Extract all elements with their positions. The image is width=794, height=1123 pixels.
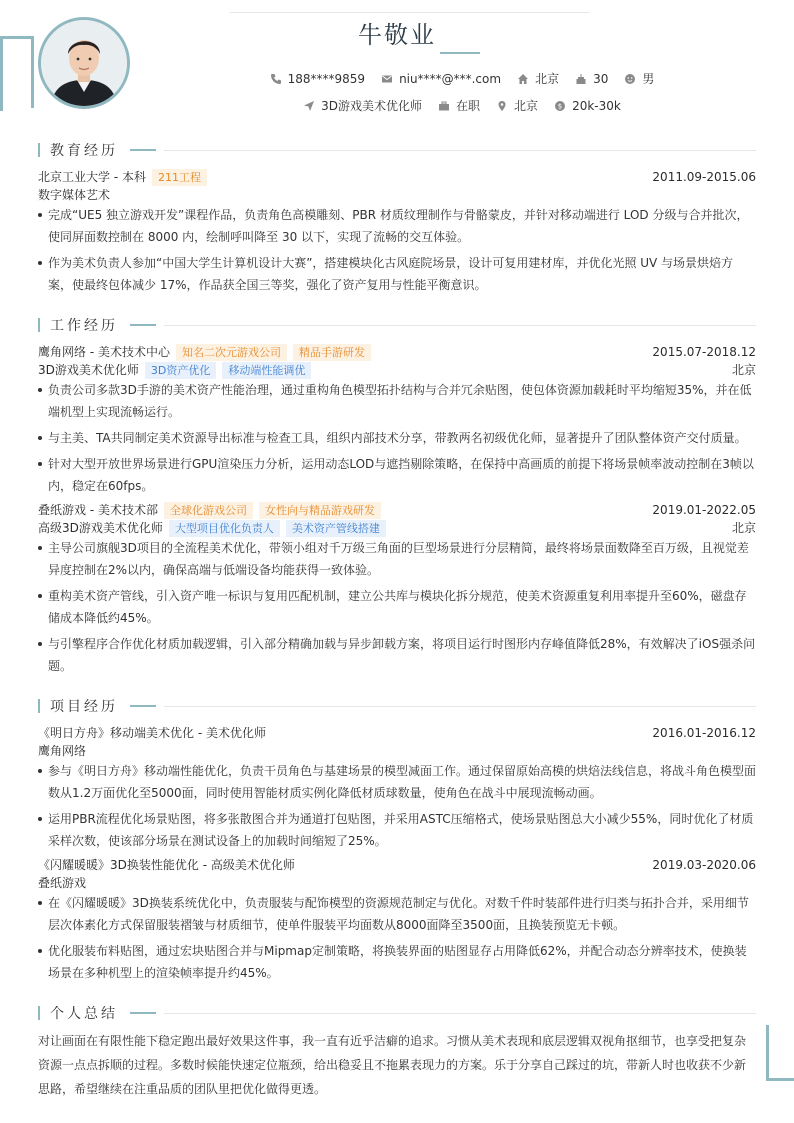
- company-tag: 全球化游戏公司: [164, 502, 253, 519]
- education-bullet: 作为美术负责人参加“中国大学生计算机设计大赛”，搭建模块化古风庭院场景，设计可复用建材库，并优化光照 UV 与场景烘焙方案，使最终包体减少 17%，作品获全国三等奖，强化了资产复用与性能平衡意识。: [38, 252, 756, 296]
- project-bullet: 运用PBR流程优化场景贴图，将多张散图合并为通道打包贴图，并采用ASTC压缩格式，使场景贴图总大小减少55%，同时优化了材质采样次数，使该部分场景在测试设备上的加载时间缩短了25%。: [38, 808, 756, 852]
- section-title: 项目经历: [50, 699, 118, 715]
- work-bullet: 负责公司多款3D手游的美术资产性能治理，通过重构角色模型拓扑结构与合并冗余贴图，使包体资源加载耗时平均缩短35%，并在低端机型上实现流畅运行。: [38, 379, 756, 423]
- school-tag: 211工程: [152, 169, 207, 186]
- home-text: 北京: [535, 72, 560, 86]
- contact-email: [381, 72, 501, 86]
- gender-icon: [624, 73, 636, 85]
- section-title: 个人总结: [50, 1006, 118, 1022]
- work-role-row: [38, 361, 756, 379]
- contact-gender: [624, 70, 654, 87]
- role-tag: 移动端性能调优: [222, 362, 311, 379]
- header-top-line: [230, 12, 590, 13]
- contact-location: [496, 97, 538, 114]
- company-tag: 女性向与精品游戏研发: [259, 502, 381, 519]
- company-name: 鹰角网络 - 美术技术中心: [38, 345, 170, 359]
- role-name: 高级3D游戏美术优化师: [38, 521, 163, 535]
- candidate-name: 牛敬业: [358, 21, 436, 49]
- name-underline: [440, 52, 480, 54]
- work-city: 北京: [731, 521, 756, 535]
- role-tag: 3D资产优化: [145, 362, 216, 379]
- section-title: 工作经历: [50, 318, 118, 334]
- phone-text: 188****9859: [287, 71, 366, 86]
- contact-status: [438, 97, 480, 114]
- section-work-header: [38, 315, 756, 335]
- school-name: 北京工业大学 - 本科: [38, 170, 146, 184]
- project-company-row: [38, 874, 756, 892]
- role-tag: 大型项目优化负责人: [169, 520, 280, 537]
- company-tag: 知名二次元游戏公司: [176, 344, 287, 361]
- role-name: 3D游戏美术优化师: [38, 363, 139, 377]
- project-date: 2019.03-2020.06: [652, 858, 756, 872]
- project-company: 叠纸游戏: [38, 876, 87, 890]
- contact-row-1: [0, 70, 794, 87]
- education-header-row: [38, 168, 756, 186]
- money-icon: [554, 100, 566, 112]
- company-name: 叠纸游戏 - 美术技术部: [38, 503, 158, 517]
- work-bullet: 主导公司旗舰3D项目的全流程美术优化，带领小组对千万级三角面的巨型场景进行分层精简，最终将场景面数降至百万级，且视觉差异度控制在2%以内，确保高端与低端设备均能获得一致体验。: [38, 537, 756, 581]
- section-title: 教育经历: [50, 143, 118, 159]
- project-header-row: [38, 856, 756, 874]
- gender-text: 男: [642, 72, 655, 86]
- contact-salary: [554, 99, 621, 113]
- email-text: niu****@***.com: [399, 71, 502, 86]
- send-icon: [303, 100, 315, 112]
- work-bullet: 与引擎程序合作优化材质加载逻辑，引入部分精确加载与异步卸载方案，将项目运行时图形内存峰值降低28%，有效解决了iOS强杀问题。: [38, 633, 756, 677]
- project-title: 《闪耀暖暖》3D换装性能优化 - 高级美术优化师: [38, 858, 295, 872]
- work-bullet: 针对大型开放世界场景进行GPU渲染压力分析，运用动态LOD与遮挡剔除策略，在保持中高画质的前提下将场景帧率波动控制在3帧以内，稳定在60fps。: [38, 453, 756, 497]
- location-icon: [496, 100, 508, 112]
- project-bullet: 参与《明日方舟》移动端性能优化，负责干员角色与基建场景的模型减面工作。通过保留原始高模的烘焙法线信息，将战斗角色模型面数从1.2万面优化至5000面，同时使用智能材质实例化降低材质球数量，使角色在战斗中展现流畅动画。: [38, 760, 756, 804]
- work-date: 2019.01-2022.05: [652, 503, 756, 517]
- corner-decoration-bottom-right: [766, 1025, 794, 1081]
- cake-icon: [575, 73, 587, 85]
- summary-text: 对让画面在有限性能下稳定跑出最好效果这件事，我一直有近乎洁癖的追求。习惯从美术表现和底层逻辑双视角抠细节，也享受把复杂资源一点点拆顺的过程。多数时候能快速定位瓶颈，给出稳妥且不拖累表现力的方案。乐于分享自己踩过的坑，带新人时也收获不少新思路，希望继续在注重品质的团队里把优化做得更透。: [38, 1034, 747, 1096]
- project-date: 2016.01-2016.12: [652, 726, 756, 740]
- education-bullet: 完成“UE5 独立游戏开发”课程作品，负责角色高模雕刻、PBR 材质纹理制作与骨骼蒙皮，并针对移动端进行 LOD 分级与合并批次，使同屏面数控制在 8000 内，绘制呼叫降至 30 以下，实现了流畅的交互体验。: [38, 204, 756, 248]
- major: 数字媒体艺术: [38, 188, 111, 202]
- home-icon: [517, 73, 529, 85]
- work-city: 北京: [731, 363, 756, 377]
- section-education-header: [38, 140, 756, 160]
- company-tag: 精品手游研发: [293, 344, 371, 361]
- status-text: 在职: [456, 99, 481, 113]
- work-date: 2015.07-2018.12: [652, 345, 756, 359]
- education-major-row: [38, 186, 756, 204]
- contact-age: [575, 72, 608, 86]
- briefcase-icon: [438, 100, 450, 112]
- contact-phone: [270, 72, 365, 86]
- contact-home: [517, 70, 559, 87]
- location-text: 北京: [514, 99, 539, 113]
- contact-position: [303, 97, 422, 114]
- project-company: 鹰角网络: [38, 744, 87, 758]
- work-header-row: [38, 501, 756, 519]
- project-header-row: [38, 724, 756, 742]
- phone-icon: [270, 73, 282, 85]
- project-bullet: 在《闪耀暖暖》3D换装系统优化中，负责服装与配饰模型的资源规范制定与优化。对数千件时装部件进行归类与拓扑合并，采用细节层次体素化方式保留服装褶皱与材质细节，使单件服装平均面数从8000面降至3500面，且换装预览无卡顿。: [38, 892, 756, 936]
- project-company-row: [38, 742, 756, 760]
- position-text: 3D游戏美术优化师: [321, 99, 423, 113]
- project-bullet: 优化服装布料贴图，通过宏块贴图合并与Mipmap定制策略，将换装界面的贴图显存占用降低62%，并配合动态分辨率技术，使换装场景在多种机型上的渲染帧率提升约45%。: [38, 940, 756, 984]
- work-header-row: [38, 343, 756, 361]
- education-date: 2011.09-2015.06: [652, 170, 756, 184]
- contact-row-2: [0, 97, 794, 114]
- section-summary-header: [38, 1003, 756, 1023]
- work-bullet: 与主美、TA共同制定美术资源导出标准与检查工具，组织内部技术分享，带教两名初级优化师，显著提升了团队整体资产交付质量。: [38, 427, 756, 449]
- section-project-header: [38, 696, 756, 716]
- salary-text: 20k-30k: [572, 98, 621, 113]
- role-tag: 美术资产管线搭建: [286, 520, 386, 537]
- mail-icon: [381, 73, 393, 85]
- age-text: 30: [593, 71, 609, 86]
- work-bullet: 重构美术资产管线，引入资产唯一标识与复用匹配机制，建立公共库与模块化拆分规范，使美术资源重复利用率提升至60%，磁盘存储成本降低约45%。: [38, 585, 756, 629]
- svg-text:$: $: [557, 102, 563, 110]
- project-title: 《明日方舟》移动端美术优化 - 美术优化师: [38, 726, 266, 740]
- work-role-row: [38, 519, 756, 537]
